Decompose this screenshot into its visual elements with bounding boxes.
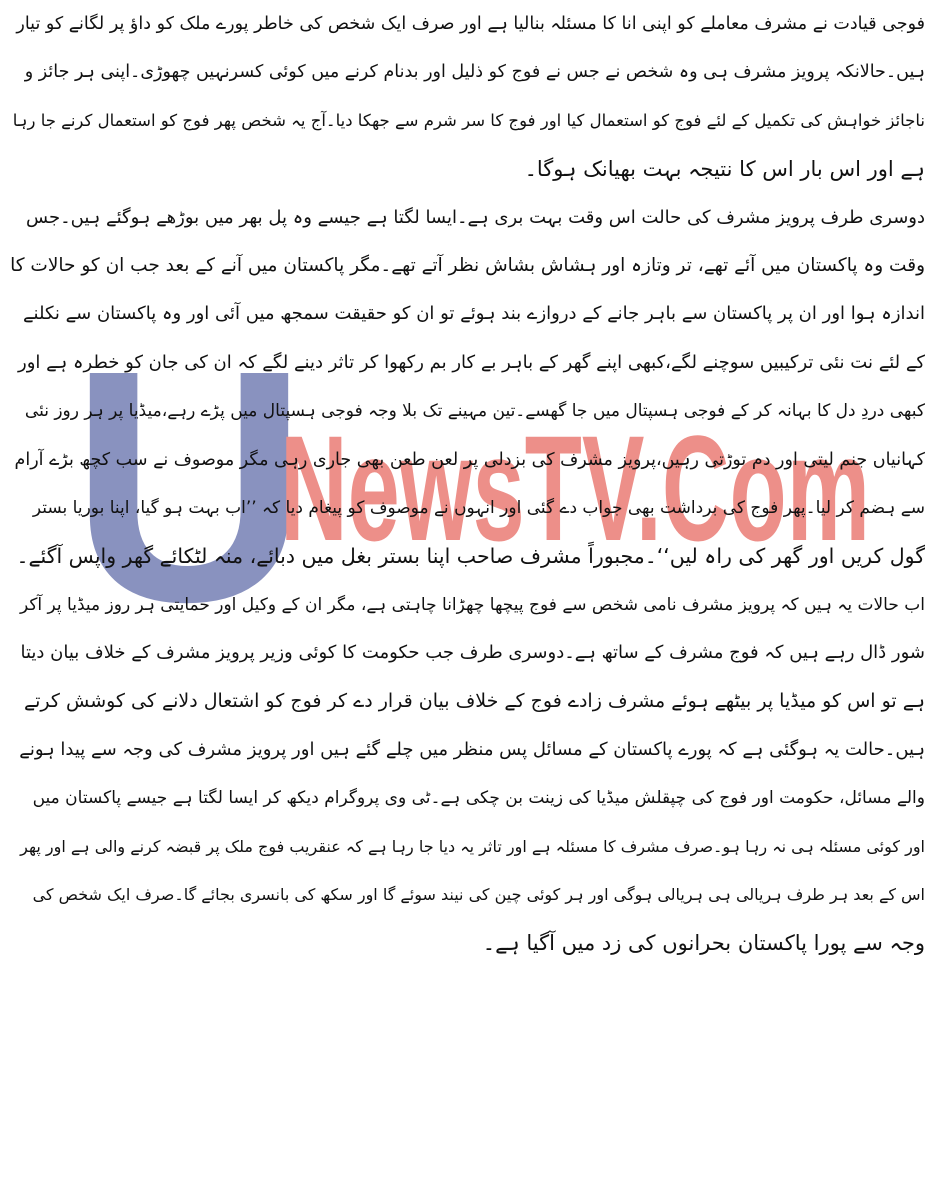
text-line: والے مسائل، حکومت اور فوج کی چپقلش میڈیا کی زینت بن چکی ہے۔ٹی وی پروگرام دیکھ کر ایسا لگتا ہے جیسے پاکستان میں <box>32 788 925 809</box>
watermark-letter-u: U <box>70 301 309 640</box>
text-line: سے ہضم کر لیا۔پھر فوج کی برداشت بھی جواب دے گئی اور انہوں نے موصوف کو پیغام دیا کہ ’’اب بہت ہو گیا، اپنا بوریا بستر <box>32 497 925 518</box>
text-line: کبھی دردِ دل کا بہانہ کر کے فوجی ہسپتال میں جا گھسے۔تین مہینے تک بلا وجہ فوجی ہسپتال میں پڑے رہے،میڈیا پر ہر روز نئی <box>24 401 925 422</box>
text-line: اب حالات یہ ہیں کہ پرویز مشرف نامی شخص سے فوج پیچھا چھڑانا چاہتی ہے، مگر ان کے وکیل اور حمایتی ہر روز میڈیا پر آکر <box>19 594 925 615</box>
text-line: وجہ سے پورا پاکستان بحرانوں کی زد میں آگیا ہے۔ <box>482 931 925 956</box>
text-line: ہیں۔حالت یہ ہوگئی ہے کہ پورے پاکستان کے مسائل پس منظر میں چلے گئے ہیں اور پرویز مشرف کی وجہ سے پیدا ہونے <box>19 738 925 760</box>
text-line: اس کے بعد ہر طرف ہریالی ہی ہریالی ہوگی اور ہر کوئی چین کی نیند سوئے گا اور سکھ کی بانسری بجائے گا۔صرف ایک شخص کی <box>32 885 925 905</box>
text-line: گول کریں اور گھر کی راہ لیں‘‘۔مجبوراً مشرف صاحب اپنا بستر بغل میں دبائے، منہ لٹکائے گھر واپس آگئے۔ <box>16 544 925 569</box>
watermark-brand-text: NewsTV.Com <box>280 404 870 572</box>
text-line: ہیں۔حالانکہ پرویز مشرف ہی وہ شخص نے جس نے فوج کو ذلیل اور بدنام کرنے میں کوئی کسرنہیں چھوڑی۔اپنی ہر جائز و <box>24 62 925 83</box>
text-line: کہانیاں جنم لیتی اور دم توڑتی رہیں،پرویز مشرف کی بزدلی پر لعن طعن بھی جاری رہی مگر موصوف نے سب کچھ بڑے آرام <box>14 449 925 470</box>
text-line: ہے اور اس بار اس کا نتیجہ بہت بھیانک ہوگا۔ <box>524 157 925 182</box>
paragraph-2 <box>10 194 925 581</box>
text-line: ہے تو اس کو میڈیا پر بیٹھے ہوئے مشرف زادے فوج کے خلاف بیان قرار دے کر فوج کو اشتعال دلانے کی کوشش کرتے <box>23 690 925 713</box>
text-line: کے لئے نت نئی ترکیبیں سوچنے لگے،کبھی اپنے گھر کے باہر بے کار بم رکھوا کر تاثر دینے لگے کہ ان کی جان کو خطرہ ہے اور <box>18 351 925 373</box>
paragraph-3 <box>10 581 925 968</box>
text-line: فوجی قیادت نے مشرف معاملے کو اپنی انا کا مسئلہ بنالیا ہے اور صرف ایک شخص کی خاطر پورے ملک کو داؤ پر لگانے کو تیار <box>16 14 925 34</box>
paragraph-1 <box>10 0 925 194</box>
text-line: ناجائز خواہش کی تکمیل کے لئے فوج کو استعمال کیا اور فوج کا سر شرم سے جھکا دیا۔آج یہ شخص پھر فوج کو استعمال کرنے جا رہا <box>12 110 925 130</box>
text-line: دوسری طرف پرویز مشرف کی حالت اس وقت بہت بری ہے۔ایسا لگتا ہے جیسے وہ پل بھر میں بوڑھے ہوگئے ہیں۔جس <box>26 206 925 228</box>
text-line: وقت وہ پاکستان میں آئے تھے، تر وتازہ اور ہشاش بشاش نظر آتے تھے۔مگر پاکستان میں آنے کے بعد جب ان کو حالات کا <box>10 254 925 276</box>
text-line: اور کوئی مسئلہ ہی نہ رہا ہو۔صرف مشرف کا مسئلہ ہے اور تاثر یہ دیا جا رہا ہے کہ عنقریب فوج ملک پر قبضہ کرنے والی ہے اور پھر <box>20 836 925 856</box>
text-line: اندازہ ہوا اور ان پر پاکستان سے باہر جانے کے دروازے بند ہوئے تو ان کو حقیقت سمجھ میں آئی اور وہ پاکستان سے نکلنے <box>23 303 925 325</box>
text-line: شور ڈال رہے ہیں کہ فوج مشرف کے ساتھ ہے۔دوسری طرف جب حکومت کا کوئی وزیر پرویز مشرف کے خلاف بیان دیتا <box>20 642 925 664</box>
